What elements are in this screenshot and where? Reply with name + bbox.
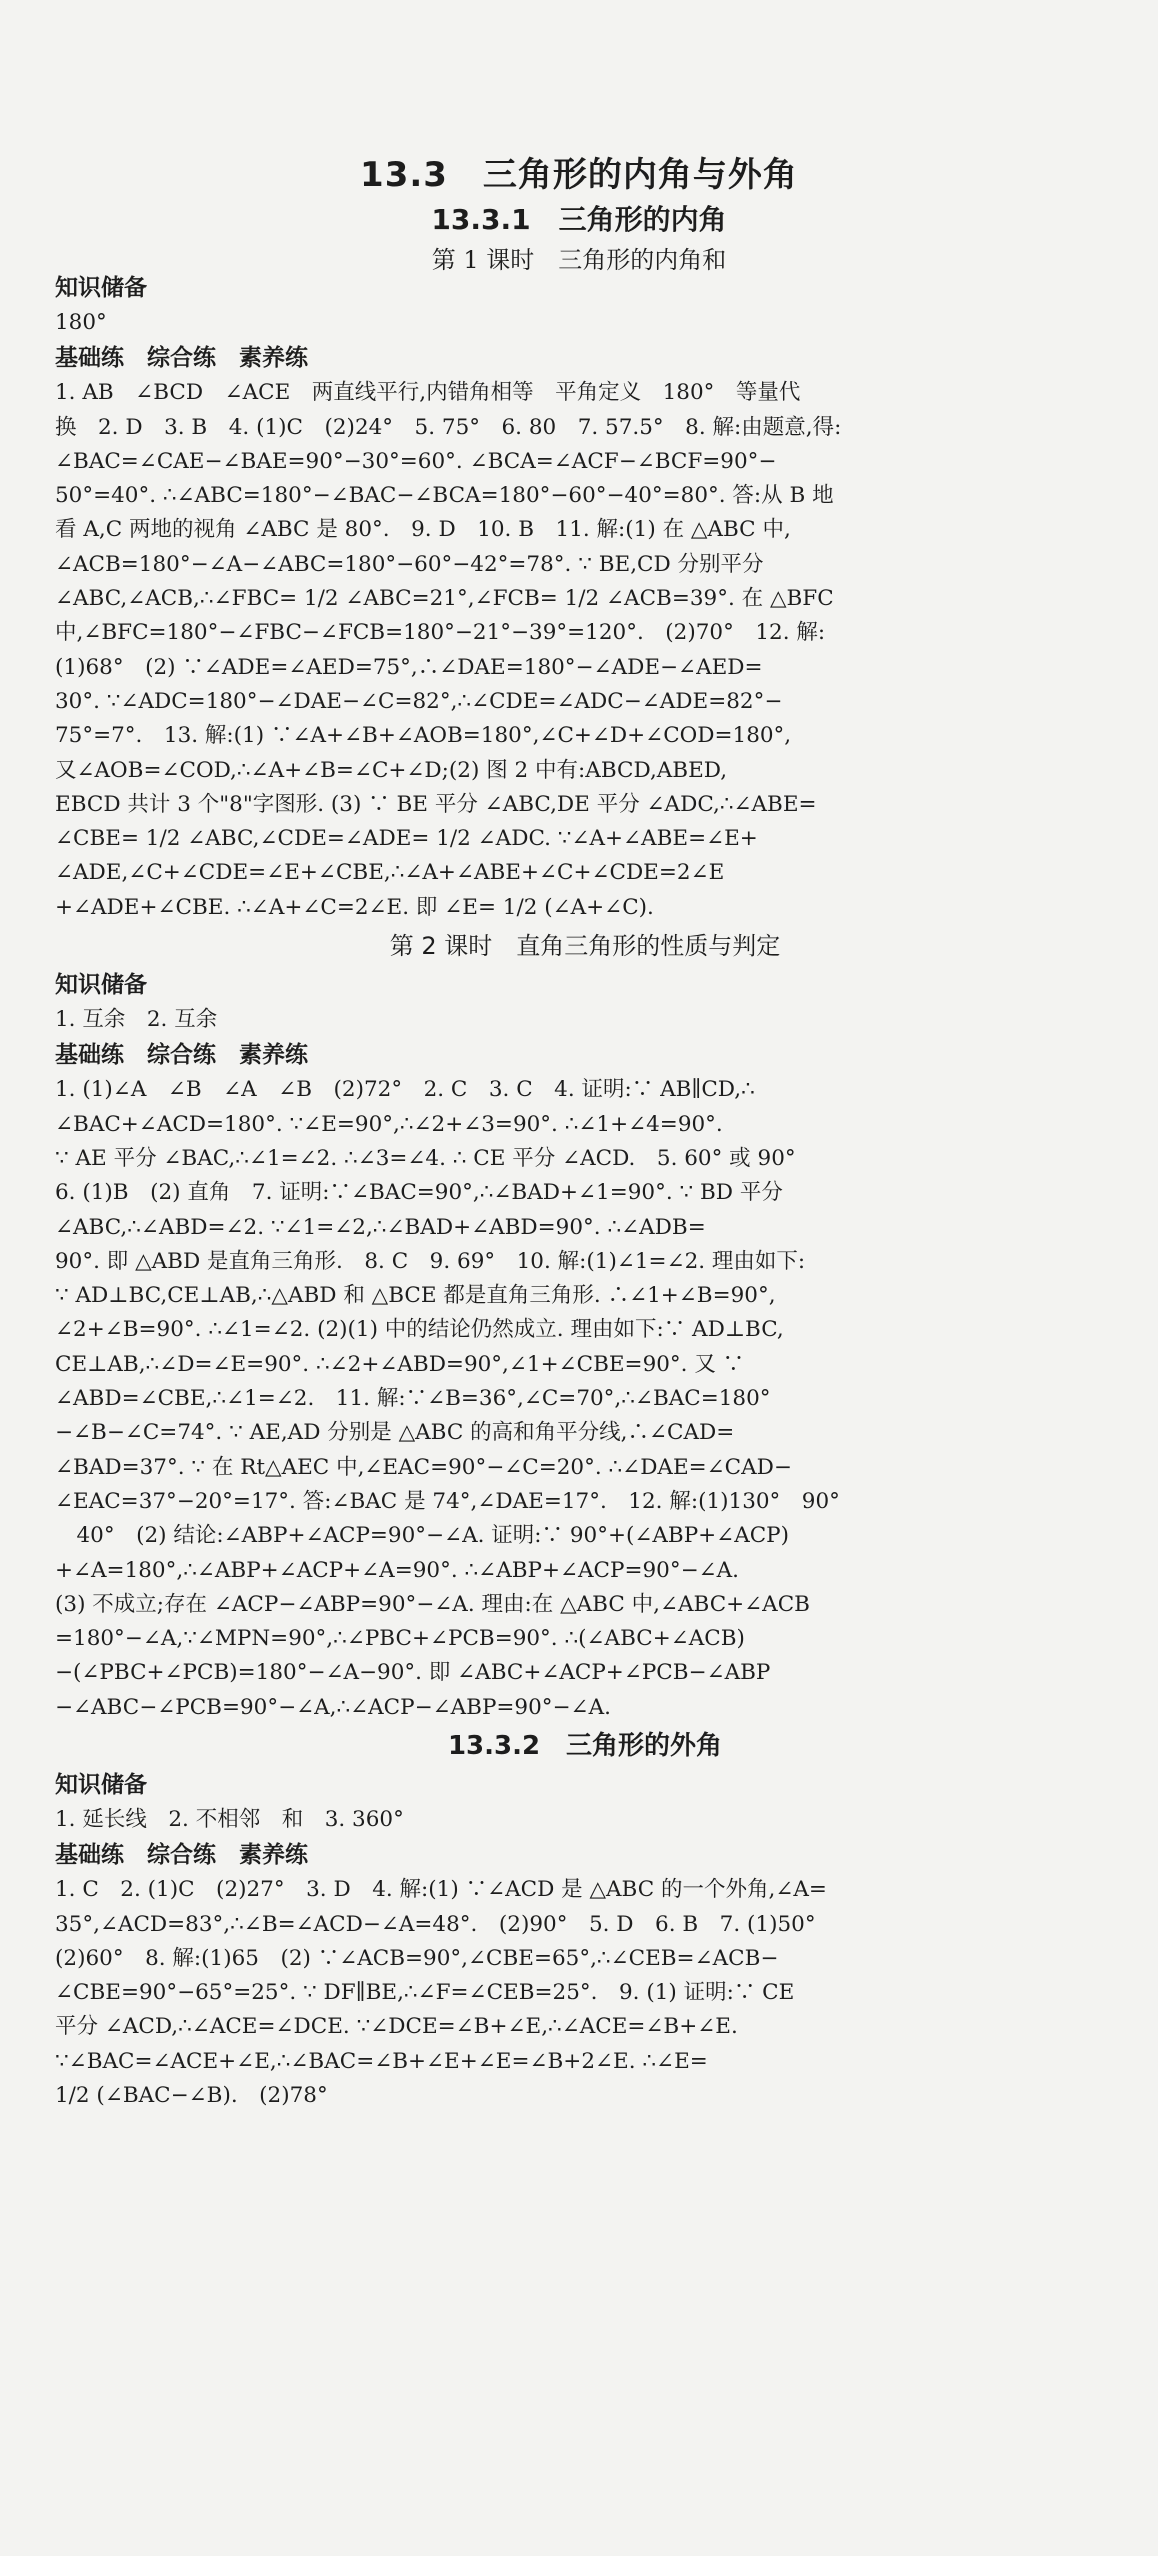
answer-line: 75°=7°. 13. 解:(1) ∵∠A+∠B+∠AOB=180°,∠C+∠D+∠COD=180°, <box>55 723 792 749</box>
answer-line: ∠2+∠B=90°. ∴∠1=∠2. (2)(1) 中的结论仍然成立. 理由如下:∵ AD⊥BC, <box>55 1317 784 1343</box>
answer-line: +∠ADE+∠CBE. ∴∠A+∠C=2∠E. 即 ∠E= 1/2 (∠A+∠C). <box>55 894 654 920</box>
answer-line: ∠BAC=∠CAE−∠BAE=90°−30°=60°. ∠BCA=∠ACF−∠BCF=90°− <box>55 448 777 474</box>
answer-line: ∵ AE 平分 ∠BAC,∴∠1=∠2. ∴∠3=∠4. ∴ CE 平分 ∠ACD. 5. 60° 或 90° <box>55 1145 796 1171</box>
knowledge-heading: 知识储备 <box>55 972 147 999</box>
answer-line: 35°,∠ACD=83°,∴∠B=∠ACD−∠A=48°. (2)90° 5. D 6. B 7. (1)50° <box>55 1911 816 1937</box>
answer-line: ∵ AD⊥BC,CE⊥AB,∴△ABD 和 △BCE 都是直角三角形. ∴∠1+∠B=90°, <box>55 1283 776 1309</box>
answer-line: ∠CBE=90°−65°=25°. ∵ DF∥BE,∴∠F=∠CEB=25°. 9. (1) 证明:∵ CE <box>55 1980 795 2006</box>
answer-content <box>55 270 1115 2113</box>
answer-line: −∠B−∠C=74°. ∵ AE,AD 分别是 △ABC 的高和角平分线,∴∠CAD= <box>55 1420 735 1446</box>
knowledge-heading: 知识储备 <box>55 275 147 301</box>
answer-line: −∠ABC−∠PCB=90°−∠A,∴∠ACP−∠ABP=90°−∠A. <box>55 1694 611 1720</box>
answer-line: 50°=40°. ∴∠ABC=180°−∠BAC−∠BCA=180°−60°−40°=80°. 答:从 B 地 <box>55 483 834 509</box>
answer-line: 90°. 即 △ABD 是直角三角形. 8. C 9. 69° 10. 解:(1)∠1=∠2. 理由如下: <box>55 1248 806 1274</box>
lesson2-title: 第 2 课时 直角三角形的性质与判定 <box>389 932 781 961</box>
answer-line: EBCD 共计 3 个"8"字图形. (3) ∵ BE 平分 ∠ABC,DE 平分 ∠ADC,∴∠ABE= <box>55 791 817 817</box>
knowledge-answer: 1. 延长线 2. 不相邻 和 3. 360° <box>55 1806 404 1832</box>
answer-line: ∠BAD=37°. ∵ 在 Rt△AEC 中,∠EAC=90°−∠C=20°. ∴∠DAE=∠CAD− <box>55 1454 792 1480</box>
answer-line: ∠ABC,∴∠ABD=∠2. ∵∠1=∠2,∴∠BAD+∠ABD=90°. ∴∠ADB= <box>55 1214 706 1240</box>
answer-line: 换 2. D 3. B 4. (1)C (2)24° 5. 75° 6. 80 7. 57.5° 8. 解:由题意,得: <box>55 414 842 440</box>
answer-line: 1. (1)∠A ∠B ∠A ∠B (2)72° 2. C 3. C 4. 证明:∵ AB∥CD,∴ <box>55 1077 755 1103</box>
answer-line: 1. AB ∠BCD ∠ACE 两直线平行,内错角相等 平角定义 180° 等量代 <box>55 380 801 406</box>
knowledge-heading: 知识储备 <box>55 1771 147 1798</box>
answer-line: ∠CBE= 1/2 ∠ABC,∠CDE=∠ADE= 1/2 ∠ADC. ∵∠A+∠ABE=∠E+ <box>55 826 758 852</box>
subsection-title: 13.3.1 三角形的内角 <box>431 203 727 236</box>
answer-line: ∠ABC,∠ACB,∴∠FBC= 1/2 ∠ABC=21°,∠FCB= 1/2 ∠ACB=39°. 在 △BFC <box>55 586 834 612</box>
practice-heading: 基础练 综合练 素养练 <box>55 345 308 372</box>
answer-line: ∠BAC+∠ACD=180°. ∵∠E=90°,∴∠2+∠3=90°. ∴∠1+∠4=90°. <box>55 1111 723 1137</box>
answer-line: −(∠PBC+∠PCB)=180°−∠A−90°. 即 ∠ABC+∠ACP+∠PCB−∠ABP <box>55 1660 771 1686</box>
answer-line: (1)68° (2) ∵∠ADE=∠AED=75°,∴∠DAE=180°−∠ADE−∠AED= <box>55 654 763 680</box>
answer-line: 又∠AOB=∠COD,∴∠A+∠B=∠C+∠D;(2) 图 2 中有:ABCD,ABED, <box>55 757 728 783</box>
answer-line: ∠ABD=∠CBE,∴∠1=∠2. 11. 解:∵∠B=36°,∠C=70°,∴∠BAC=180° <box>55 1386 771 1412</box>
section-title: 13.3 三角形的内角与外角 <box>360 155 798 195</box>
answer-line: (3) 不成立;存在 ∠ACP−∠ABP=90°−∠A. 理由:在 △ABC 中,∠ABC+∠ACB <box>55 1591 810 1617</box>
answer-line: (2)60° 8. 解:(1)65 (2) ∵∠ACB=90°,∠CBE=65°,∴∠CEB=∠ACB− <box>55 1945 779 1971</box>
answer-line: ∠EAC=37°−20°=17°. 答:∠BAC 是 74°,∠DAE=17°. 12. 解:(1)130° 90° <box>55 1488 840 1514</box>
answer-line: CE⊥AB,∴∠D=∠E=90°. ∴∠2+∠ABD=90°,∠1+∠CBE=90°. 又 ∵ <box>55 1351 745 1377</box>
answer-line: ∠ACB=180°−∠A−∠ABC=180°−60°−42°=78°. ∵ BE,CD 分别平分 <box>55 551 764 577</box>
knowledge-answer: 180° <box>55 310 107 335</box>
section2-title: 13.3.2 三角形的外角 <box>447 1730 723 1761</box>
practice-heading: 基础练 综合练 素养练 <box>55 1842 308 1869</box>
practice-heading: 基础练 综合练 素养练 <box>55 1042 308 1069</box>
knowledge-answer: 1. 互余 2. 互余 <box>55 1007 218 1033</box>
answer-line: 中,∠BFC=180°−∠FBC−∠FCB=180°−21°−39°=120°. (2)70° 12. 解: <box>55 620 826 646</box>
answer-line: 1. C 2. (1)C (2)27° 3. D 4. 解:(1) ∵∠ACD 是 △ABC 的一个外角,∠A= <box>55 1877 827 1903</box>
answer-line: ∠ADE,∠C+∠CDE=∠E+∠CBE,∴∠A+∠ABE+∠C+∠CDE=2∠E <box>55 860 725 886</box>
answer-line: =180°−∠A,∵∠MPN=90°,∴∠PBC+∠PCB=90°. ∴(∠ABC+∠ACB) <box>55 1626 745 1652</box>
answer-line: 6. (1)B (2) 直角 7. 证明:∵∠BAC=90°,∴∠BAD+∠1=90°. ∵ BD 平分 <box>55 1180 783 1206</box>
answer-line: 30°. ∵∠ADC=180°−∠DAE−∠C=82°,∴∠CDE=∠ADC−∠ADE=82°− <box>55 688 783 714</box>
answer-line: 平分 ∠ACD,∴∠ACE=∠DCE. ∵∠DCE=∠B+∠E,∴∠ACE=∠B+∠E. <box>55 2014 738 2040</box>
title-block <box>0 150 1158 280</box>
answer-line: 1/2 (∠BAC−∠B). (2)78° <box>55 2083 328 2109</box>
answer-line: +∠A=180°,∴∠ABP+∠ACP+∠A=90°. ∴∠ABP+∠ACP=90°−∠A. <box>55 1557 739 1583</box>
lesson-title: 第 1 课时 三角形的内角和 <box>431 246 727 274</box>
answer-line: 看 A,C 两地的视角 ∠ABC 是 80°. 9. D 10. B 11. 解:(1) 在 △ABC 中, <box>55 517 791 543</box>
answer-line: 40° (2) 结论:∠ABP+∠ACP=90°−∠A. 证明:∵ 90°+(∠ABP+∠ACP) <box>55 1523 790 1549</box>
answer-line: ∵∠BAC=∠ACE+∠E,∴∠BAC=∠B+∠E+∠E=∠B+2∠E. ∴∠E= <box>55 2048 708 2074</box>
